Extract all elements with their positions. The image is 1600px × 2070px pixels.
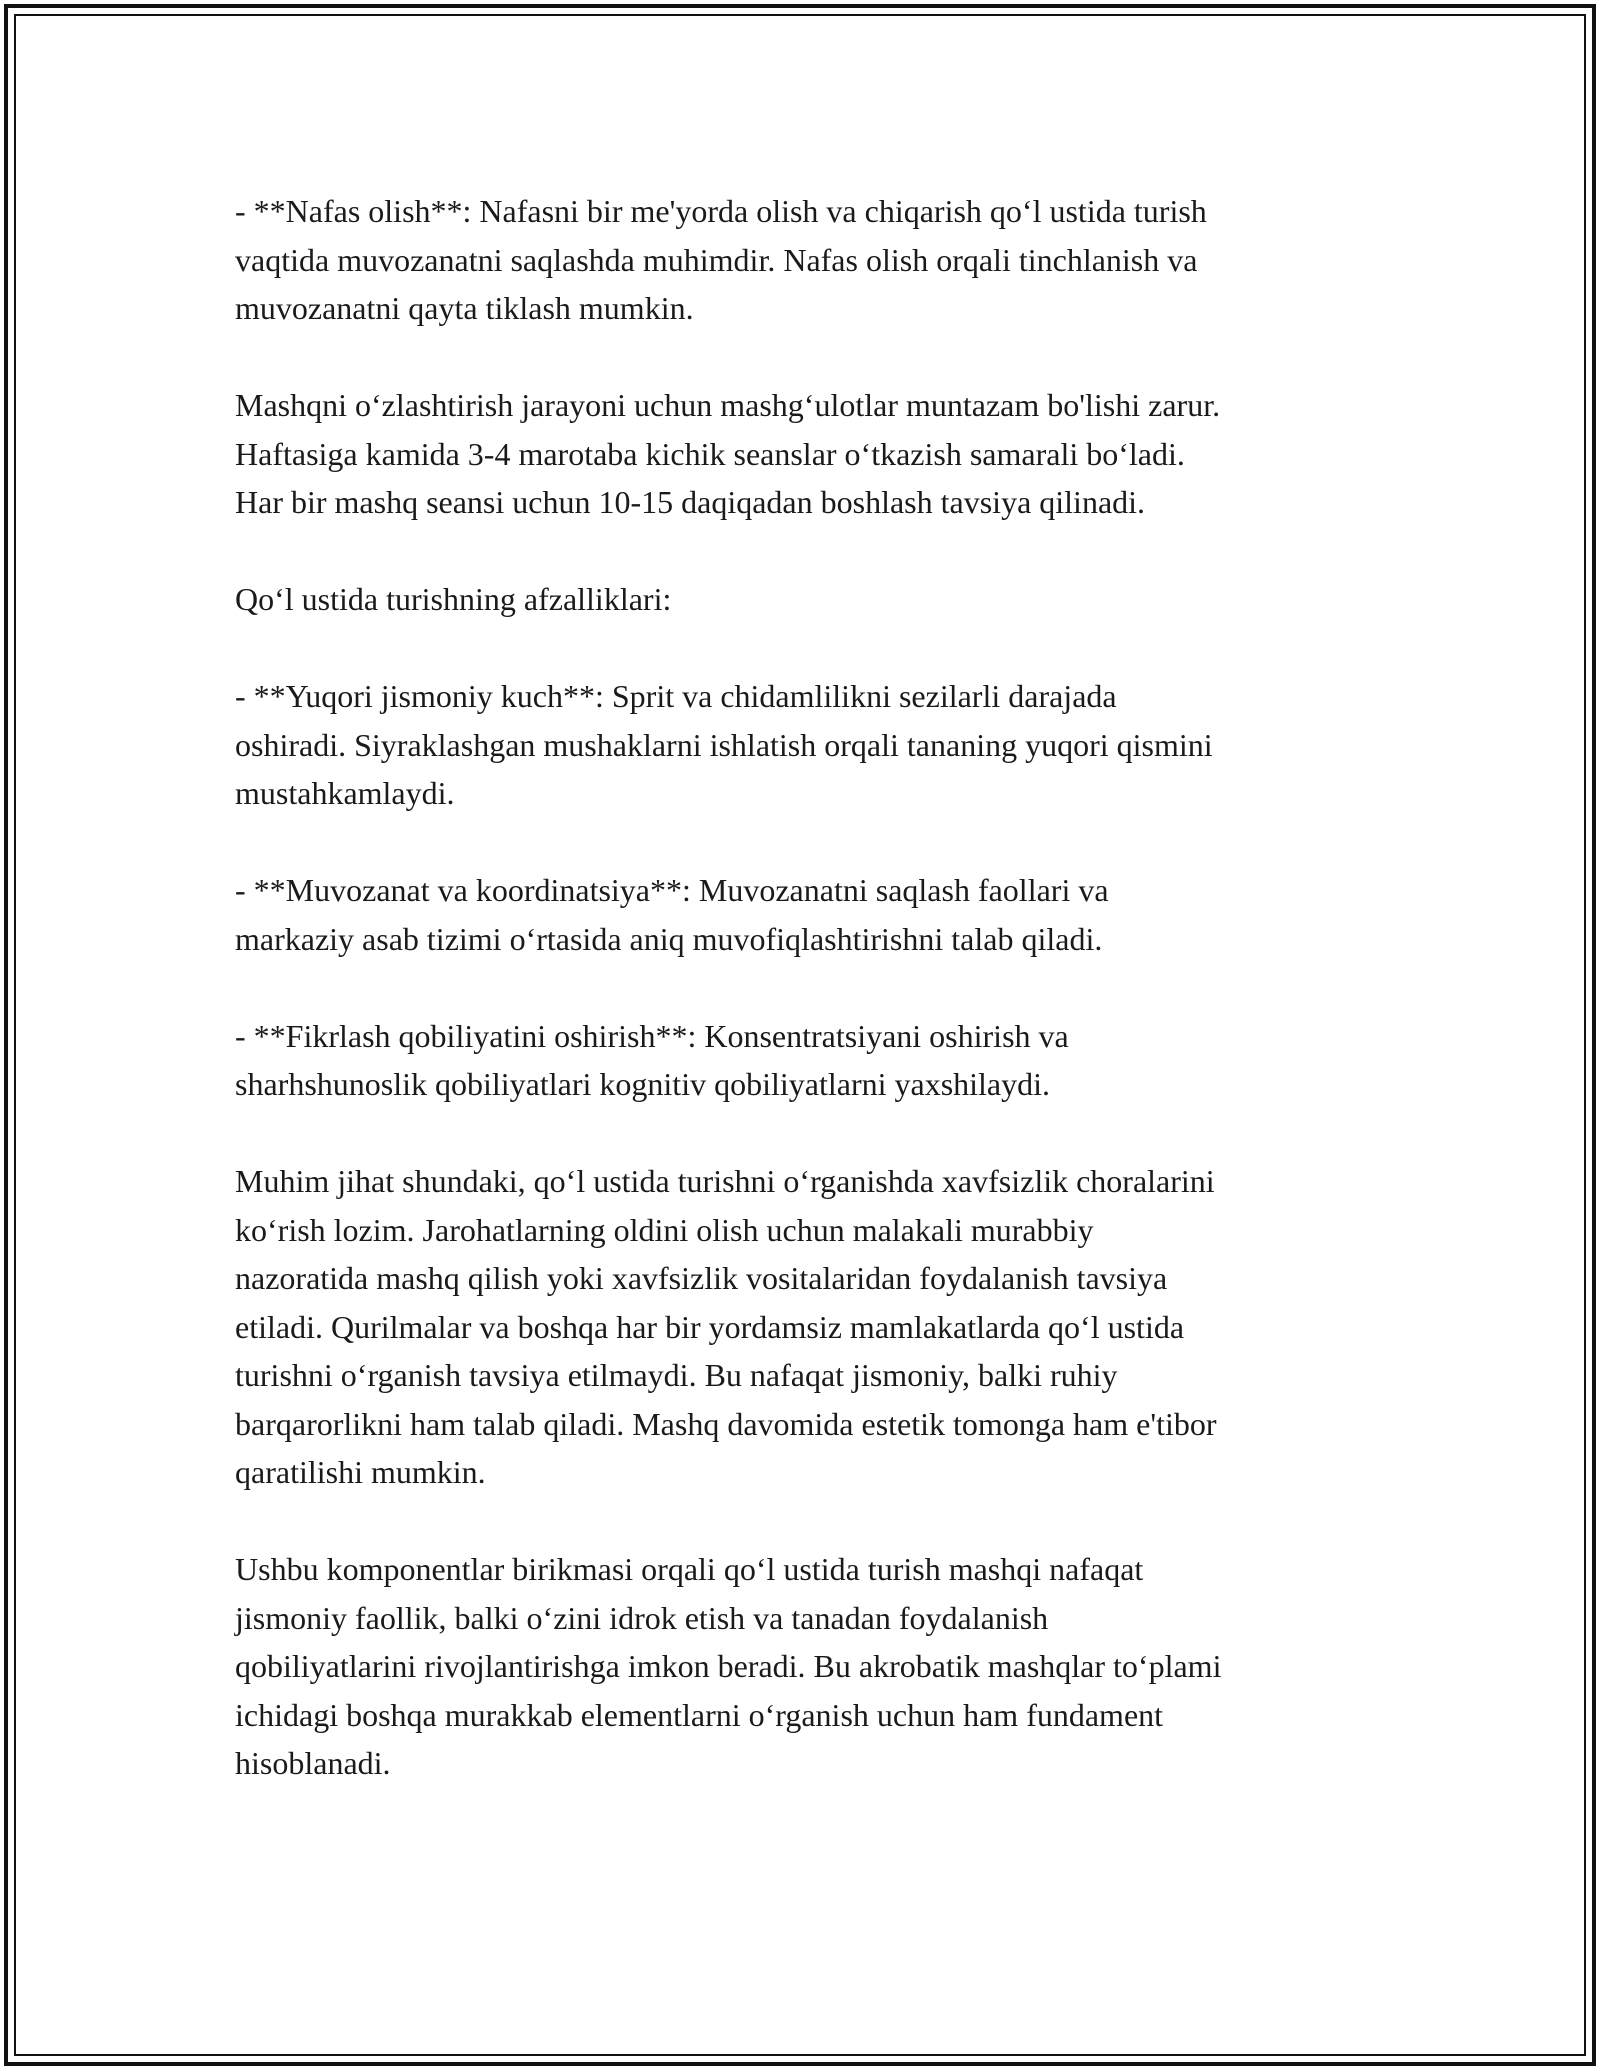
paragraph-xulosa: Ushbu komponentlar birikmasi orqali qoʻl ustida turish mashqi nafaqat jismoniy faollik, balki oʻzini idrok etish va tanadan foydalanish qobiliyatlarini rivojlantirishga imkon beradi. Bu akrobatik mashqlar toʻplami ichidagi boshqa murakkab elementlarni oʻrganish uchun ham fundament hisoblanadi. <box>235 1551 1222 1781</box>
paragraph-fikrlash: - **Fikrlash qobiliyatini oshirish**: Konsentratsiyani oshirish va sharhshunoslik qobiliyatlari kognitiv qobiliyatlarni yaxshilaydi. <box>235 1017 1069 1102</box>
paragraph-jismoniy-kuch: - **Yuqori jismoniy kuch**: Sprit va chidamlilikni sezilarli darajada oshiradi. Siyraklashgan mushaklarni ishlatish orqali tananing yuqori qismini mustahkamlaydi. <box>235 678 1213 811</box>
paragraph-mashq-jarayoni: Mashqni oʻzlashtirish jarayoni uchun mashgʻulotlar muntazam bo'lishi zarur. Haftasiga kamida 3-4 marotaba kichik seanslar oʻtkazish samarali boʻladi. Har bir mashq seansi uchun 10-15 daqiqadan boshlash tavsiya qilinadi. <box>235 387 1221 520</box>
paragraph-nafas-olish: - **Nafas olish**: Nafasni bir me'yorda olish va chiqarish qoʻl ustida turish vaqtida muvozanatni saqlashda muhimdir. Nafas olish orqali tinchlanish va muvozanatni qayta tiklash mumkin. <box>235 193 1207 326</box>
paragraph-afzalliklar-heading: Qoʻl ustida turishning afzalliklari: <box>235 581 672 617</box>
document-body <box>235 187 1375 1836</box>
paragraph-xavfsizlik: Muhim jihat shundaki, qoʻl ustida turishni oʻrganishda xavfsizlik choralarini koʻrish lozim. Jarohatlarning oldini olish uchun malakali murabbiy nazoratida mashq qilish yoki xavfsizlik vositalaridan foydalanish tavsiya etiladi. Qurilmalar va boshqa har bir yordamsiz mamlakatlarda qoʻl ustida turishni oʻrganish tavsiya etilmaydi. Bu nafaqat jismoniy, balki ruhiy barqarorlikni ham talab qiladi. Mashq davomida estetik tomonga ham e'tibor qaratilishi mumkin. <box>235 1163 1217 1490</box>
paragraph-muvozanat: - **Muvozanat va koordinatsiya**: Muvozanatni saqlash faollari va markaziy asab tizimi oʻrtasida aniq muvofiqlashtirishni talab qiladi. <box>235 872 1109 957</box>
